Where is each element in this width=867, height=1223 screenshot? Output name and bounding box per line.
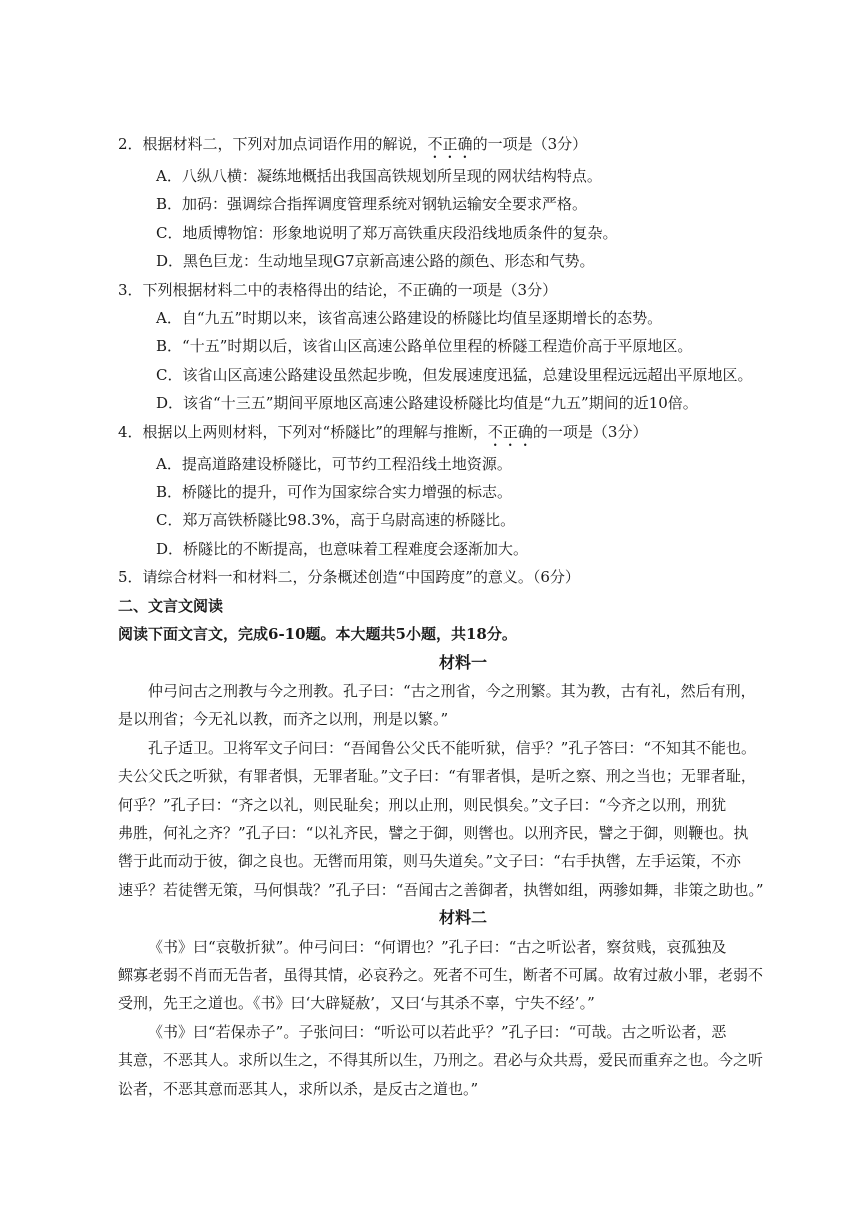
paragraph-line: 受刑，先王之道也。《书》曰‘大辟疑赦’，又曰‘与其杀不辜，宁失不经’。” xyxy=(118,994,595,1013)
paragraph-line: 何乎？”孔子曰：“齐之以礼，则民耻矣；刑以止刑，则民惧矣。”文子曰：“今齐之以刑，刑犹 xyxy=(118,795,727,814)
page-content xyxy=(118,130,808,1103)
question-2-option-d: D．黑色巨龙：生动地呈现G7京新高速公路的颜色、形态和气势。 xyxy=(156,252,595,271)
question-5-stem: 5．请综合材料一和材料二，分条概述创造“中国跨度”的意义。（6分） xyxy=(118,568,580,587)
paragraph-line: 讼者，不恶其意而恶其人，求所以杀，是反古之道也。” xyxy=(118,1079,479,1098)
paragraph-line: 弗胜，何礼之齐？”孔子曰：“以礼齐民，譬之于御，则辔也。以刑齐民，譬之于御，则鞭也。执 xyxy=(118,823,749,842)
question-4-stem-pre: 4．根据以上两则材料，下列对“桥隧比”的理解与推断， xyxy=(118,422,488,441)
material-2-title: 材料二 xyxy=(438,908,487,928)
question-2-option-a: A．八纵八横：凝练地概括出我国高铁规划所呈现的网状结构特点。 xyxy=(156,167,602,185)
question-2-stem xyxy=(118,130,808,162)
paragraph-line: 其意，不恶其人。求所以生之，不得其所以生，乃刑之。君必与众共焉，爱民而重弃之也。今之听 xyxy=(118,1051,764,1070)
paragraph-line: 《书》曰“哀敬折狱”。仲弓问曰：“何谓也？”孔子曰：“古之听讼者，察贫贱，哀孤独及 xyxy=(148,937,727,956)
question-4-stem-post: 的一项是（3分） xyxy=(532,422,648,441)
paragraph-line: 鳏寡老弱不肖而无告者，虽得其情，必哀矜之。死者不可生，断者不可属。故宥过赦小罪，老弱不 xyxy=(118,965,764,984)
question-4-option-b: B．桥隧比的提升，可作为国家综合实力增强的标志。 xyxy=(156,483,513,502)
question-2-stem-post: 的一项是（3分） xyxy=(472,135,588,153)
section-2-heading: 二、文言文阅读 xyxy=(118,596,224,615)
section-2-instruction: 阅读下面文言文，完成6-10题。本大题共5小题，共18分。 xyxy=(118,625,517,644)
paragraph-line: 《书》曰“若保赤子”。子张问曰：“听讼可以若此乎？”孔子曰：“可哉。古之听讼者，恶 xyxy=(148,1022,727,1041)
material-2-paragraph-2 xyxy=(118,1018,808,1103)
material-1-title: 材料一 xyxy=(438,652,487,672)
question-2-option-b: B．加码：强调综合指挥调度管理系统对钢轨运输安全要求严格。 xyxy=(156,195,588,214)
material-1-paragraph-1 xyxy=(118,677,808,734)
paragraph-line: 是以刑省；今无礼以教，而齐之以刑，刑是以繁。” xyxy=(118,710,449,729)
paragraph-line: 速乎？若徒辔无策，马何惧哉？”孔子曰：“吾闻古之善御者，执辔如组，两骖如舞，非策之助也。” xyxy=(118,880,764,899)
question-3-stem: 3．下列根据材料二中的表格得出的结论，不正确的一项是（3分） xyxy=(118,280,558,299)
question-3-option-b: B．“十五”时期以后，该省山区高速公路单位里程的桥隧工程造价高于平原地区。 xyxy=(156,337,693,356)
material-1-paragraph-2 xyxy=(118,734,808,904)
paragraph-line: 夫公父氏之听狱，有罪者惧，无罪者耻。”文子曰：“有罪者惧，是听之察、刑之当也；无罪者耻， xyxy=(118,767,756,786)
question-4-option-d: D．桥隧比的不断提高，也意味着工程难度会逐渐加大。 xyxy=(156,539,529,558)
paragraph-line: 辔于此而动于彼，御之良也。无辔而用策，则马失道矣。”文子曰：“右手执辔，左手运策，不亦 xyxy=(118,852,741,871)
question-4-emphasis: 不正确 xyxy=(487,422,533,441)
question-3-option-a: A．自“九五”时期以来，该省高速公路建设的桥隧比均值呈逐期增长的态势。 xyxy=(156,309,663,328)
question-2-stem-pre: 2．根据材料二，下列对加点词语作用的解说， xyxy=(118,135,428,153)
question-4-option-c: C．郑万高铁桥隧比98.3%，高于乌尉高速的桥隧比。 xyxy=(156,511,516,530)
paragraph-line: 孔子适卫。卫将军文子问曰：“吾闻鲁公父氏不能听狱，信乎？”孔子答曰：“不知其不能也。 xyxy=(148,738,757,757)
question-2-emphasis: 不正确 xyxy=(427,135,473,153)
paragraph-line: 仲弓问古之刑教与今之刑教。孔子曰：“古之刑省，今之刑繁。其为教，古有礼，然后有刑， xyxy=(148,681,756,700)
question-3-option-c: C．该省山区高速公路建设虽然起步晚，但发展速度迅猛，总建设里程远远超出平原地区。 xyxy=(156,365,753,384)
question-4-option-a: A．提高道路建设桥隧比，可节约工程沿线土地资源。 xyxy=(156,454,512,473)
question-3-option-d: D．该省“十三五”期间平原地区高速公路建设桥隧比均值是“九五”期间的近10倍。 xyxy=(156,394,698,413)
question-2-option-c: C．地质博物馆：形象地说明了郑万高铁重庆段沿线地质条件的复杂。 xyxy=(156,223,618,242)
question-4-stem xyxy=(118,418,808,450)
material-2-paragraph-1 xyxy=(118,933,808,1018)
